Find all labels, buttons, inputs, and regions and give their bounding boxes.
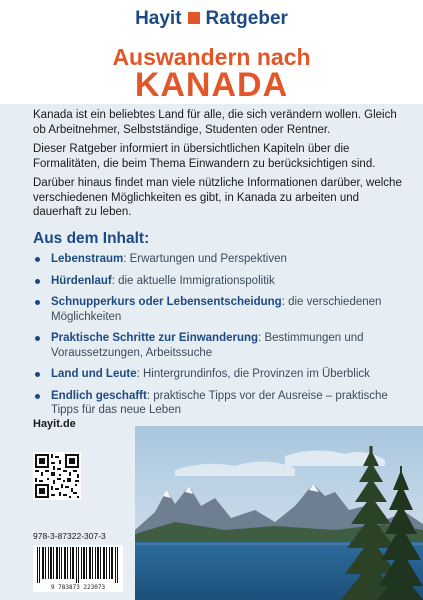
contents-item [33,252,405,267]
contents-item [33,367,405,382]
bullet-icon [35,336,40,341]
website-link[interactable]: Hayit.de [33,418,76,430]
contents-item-term: Schnupperkurs oder Lebensentscheidung [51,296,282,308]
bullet-icon [35,279,40,284]
book-subtitle: Auswandern nach [112,44,311,70]
intro-paragraph: Kanada ist ein beliebtes Land für alle, die sich verändern wollen. Gleich ob Arbeitnehmer, Selbstständige, Studenten oder Rentner. [33,109,397,136]
contents-item [33,295,405,324]
brand-right-label: Ratgeber [205,8,288,29]
bullet-icon [35,300,40,305]
contents-heading: Aus dem Inhalt: [33,230,150,247]
canadian-lake-mountains-photo [135,426,423,600]
contents-item-text: : die aktuelle Immigrationspolitik [111,274,275,287]
contents-item [33,331,405,360]
isbn-number: 978-3-87322-307-3 [33,531,106,541]
bullet-icon [35,372,40,377]
contents-item [33,389,405,418]
cover-header [0,0,423,104]
contents-item-term: Lebenstraum [51,253,124,265]
contents-item-text: : praktische Tipps vor der Ausreise – praktische Tipps für das neue Leben [51,389,388,416]
contents-item-text: : Hintergrundinfos, die Provinzen im Überblick [136,368,370,380]
qr-code [33,452,81,500]
intro-paragraph: Dieser Ratgeber informiert in übersichtlichen Kapiteln über die Formalitäten, die beim Thema Einwandern zu berücksichtigen sind. [33,143,376,170]
contents-item-term: Land und Leute [51,368,137,380]
contents-item-term: Hürdenlauf [51,274,112,287]
bullet-icon [35,394,40,399]
contents-item-text: : Erwartungen und Perspektiven [123,253,287,265]
contents-item [33,274,405,289]
ean-barcode [33,545,123,589]
intro-text [33,108,403,225]
bullet-icon [35,257,40,262]
intro-paragraph: Darüber hinaus findet man viele nützliche Informationen darüber, welche verschiedenen Möglichkeiten es gibt, in Kanada zu arbeiten und dauerhaft zu leben. [33,177,402,218]
brand-left-label: Hayit [135,8,182,29]
contents-item-text: : Bestimmungen und Voraussetzungen, Arbeitssuche [51,332,364,359]
contents-list [33,252,405,425]
contents-item-term: Endlich geschafft [51,389,147,402]
barcode-digits: 9 783873 223073 [33,584,123,592]
book-title: KANADA [134,66,289,104]
contents-item-term: Praktische Schritte zur Einwanderung [51,332,259,344]
contents-item-text: : die verschiedenen Möglichkeiten [51,296,382,323]
publisher-brand [0,6,423,32]
brand-square-icon [188,12,200,24]
